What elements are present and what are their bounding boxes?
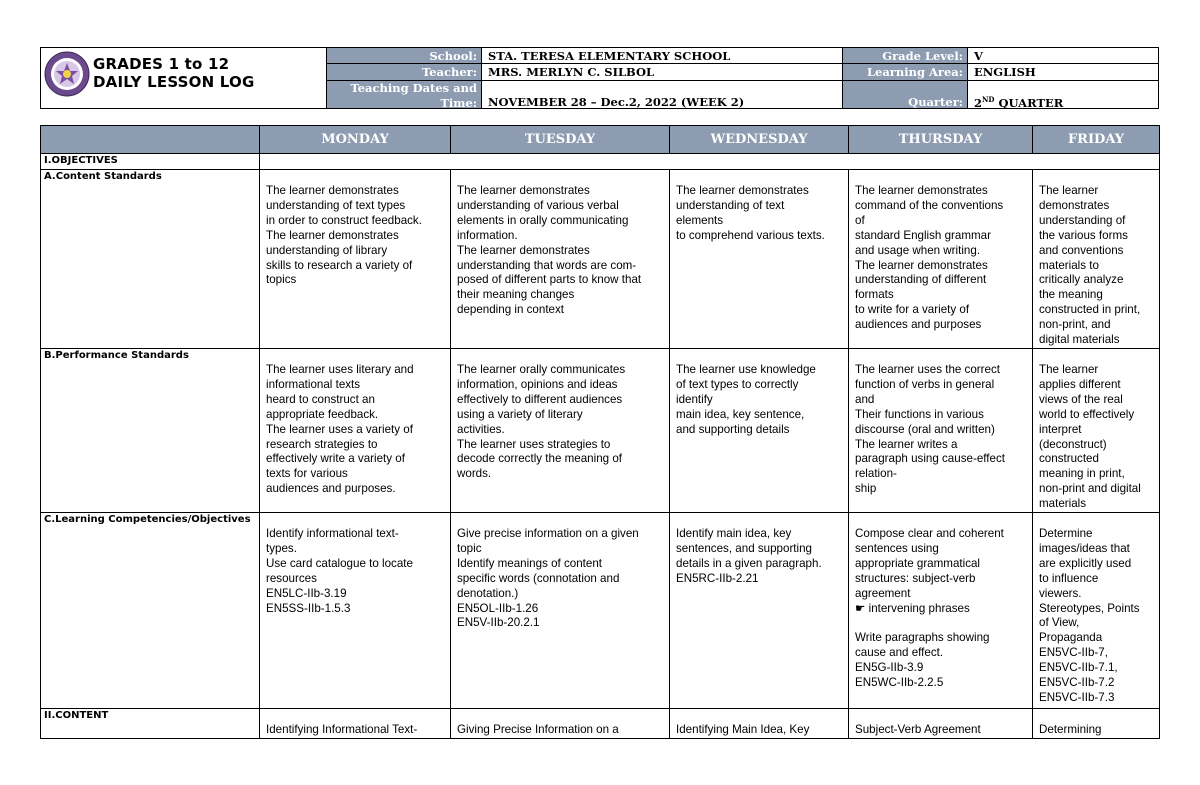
cell-line: The learner demonstrates xyxy=(676,184,809,197)
cell-line: denotation.) xyxy=(457,586,519,600)
content-standards-friday xyxy=(1033,170,1160,349)
competencies-tuesday xyxy=(451,513,670,709)
cell-line: skills to research a variety of xyxy=(266,258,413,272)
cell-line: the meaning xyxy=(1039,288,1103,302)
cell-line: of xyxy=(855,213,865,227)
cell-line: EN5VC-IIb-7.3 xyxy=(1039,691,1115,704)
cell-line: effectively to different audiences xyxy=(457,392,623,406)
title-line-2: DAILY LESSON LOG xyxy=(93,73,255,91)
cell-line: viewers. xyxy=(1039,586,1082,600)
cell-line: Determine xyxy=(1039,527,1093,541)
day-header-friday: FRIDAY xyxy=(1033,126,1160,154)
cell-line: The learner orally communicates xyxy=(457,362,626,376)
competencies-row xyxy=(41,513,1160,709)
cell-line: paragraph using cause-effect xyxy=(855,452,1005,466)
competencies-thursday xyxy=(849,513,1033,709)
performance-standards-tuesday xyxy=(451,348,670,512)
cell-line: resources xyxy=(266,571,317,585)
cell-line: meaning in print, xyxy=(1039,467,1125,481)
cell-line: texts for various xyxy=(266,467,348,481)
cell-line: Give precise information on a given xyxy=(457,527,639,541)
objectives-label: I.OBJECTIVES xyxy=(41,154,260,170)
cell-line: activities. xyxy=(457,422,505,436)
cell-line: applies different xyxy=(1039,377,1121,391)
cell-line: and conventions xyxy=(1039,243,1124,257)
cell-line: understanding of text types xyxy=(266,198,406,212)
cell-line: The learner demonstrates xyxy=(855,184,988,197)
cell-line: main idea, key sentence, xyxy=(676,407,805,421)
cell-line: topic xyxy=(457,541,482,555)
quarter-number: 2 xyxy=(974,95,983,110)
cell-line: The learner demonstrates xyxy=(457,184,590,197)
performance-standards-monday xyxy=(260,348,451,512)
cell-line: The learner xyxy=(1039,362,1099,376)
header-blank-cell xyxy=(41,126,260,154)
grade-level-label: Grade Level: xyxy=(842,47,968,64)
cell-line: cause and effect. xyxy=(855,646,944,660)
cell-line: understanding of xyxy=(1039,213,1126,227)
cell-line: depending in context xyxy=(457,303,565,317)
cell-line: EN5WC-IIb-2.2.5 xyxy=(855,676,944,690)
content-wednesday: Identifying Main Idea, Key xyxy=(670,709,849,739)
deped-seal-icon xyxy=(44,51,90,97)
cell-line: interpret xyxy=(1039,422,1082,436)
performance-standards-thursday xyxy=(849,348,1033,512)
performance-standards-wednesday xyxy=(670,348,849,512)
cell-line: EN5V-IIb-20.2.1 xyxy=(457,616,540,630)
cell-line: EN5LC-IIb-3.19 xyxy=(266,586,347,600)
cell-line: Write paragraphs showing xyxy=(855,631,990,645)
cell-line: the various forms xyxy=(1039,228,1128,242)
competencies-monday xyxy=(260,513,451,709)
quarter-suffix: ND xyxy=(982,95,995,104)
competencies-label: C.Learning Competencies/Objectives xyxy=(41,513,260,709)
cell-line: words. xyxy=(457,467,492,481)
content-friday: Determining xyxy=(1033,709,1160,739)
cell-line: Their functions in various xyxy=(855,407,984,421)
cell-line: digital materials xyxy=(1039,333,1120,347)
cell-line: understanding of different xyxy=(855,273,987,287)
content-standards-row xyxy=(41,170,1160,349)
cell-line: constructed xyxy=(1039,452,1099,466)
day-header-tuesday: TUESDAY xyxy=(451,126,670,154)
day-header-monday: MONDAY xyxy=(260,126,451,154)
cell-line: informational texts xyxy=(266,377,361,391)
grade-level-value: V xyxy=(967,47,1159,64)
cell-line: audiences and purposes. xyxy=(266,482,396,496)
teaching-dates-label xyxy=(326,80,482,109)
cell-line: structures: subject-verb xyxy=(855,571,976,585)
cell-line: agreement xyxy=(855,586,911,600)
cell-line: EN5G-IIb-3.9 xyxy=(855,661,924,675)
cell-line: understanding of text xyxy=(676,198,785,212)
cell-line: non-print, and xyxy=(1039,318,1111,332)
cell-line: Compose clear and coherent xyxy=(855,527,1004,541)
cell-line: The learner uses the correct xyxy=(855,362,1000,376)
cell-line: appropriate feedback. xyxy=(266,407,379,421)
cell-line: information, opinions and ideas xyxy=(457,377,618,391)
cell-line: using a variety of literary xyxy=(457,407,583,421)
competencies-friday xyxy=(1033,513,1160,709)
cell-line: materials to xyxy=(1039,258,1099,272)
cell-line: The learner xyxy=(1039,184,1099,197)
cell-line: Propaganda xyxy=(1039,631,1103,645)
cell-line: research strategies to xyxy=(266,437,378,451)
cell-line: The learner uses literary and xyxy=(266,362,414,376)
content-monday: Identifying Informational Text- xyxy=(260,709,451,739)
content-label: II.CONTENT xyxy=(41,709,260,739)
cell-line: EN5VC-IIb-7, xyxy=(1039,646,1108,660)
cell-line: EN5VC-IIb-7.1, xyxy=(1039,661,1118,675)
cell-line: information. xyxy=(457,228,518,242)
cell-line: materials xyxy=(1039,497,1087,511)
cell-line: effectively write a variety of xyxy=(266,452,405,466)
cell-line: understanding that words are com- xyxy=(457,258,637,272)
content-thursday: Subject-Verb Agreement xyxy=(849,709,1033,739)
day-header-wednesday: WEDNESDAY xyxy=(670,126,849,154)
cell-line: The learner uses a variety of xyxy=(266,422,413,436)
cell-line: images/ideas that xyxy=(1039,541,1130,555)
cell-line: ☛ intervening phrases xyxy=(855,601,970,615)
cell-line: The learner demonstrates xyxy=(266,228,399,242)
daily-lesson-log-table xyxy=(40,125,1160,739)
cell-line: sentences, and supporting xyxy=(676,541,813,555)
day-header-thursday: THURSDAY xyxy=(849,126,1033,154)
title-line-1: GRADES 1 to 12 xyxy=(93,55,230,73)
teacher-label: Teacher: xyxy=(326,63,482,81)
cell-line: Stereotypes, Points xyxy=(1039,601,1140,615)
teaching-dates-value: NOVEMBER 28 – Dec.2, 2022 (WEEK 2) xyxy=(481,80,843,109)
performance-standards-row xyxy=(41,348,1160,512)
teaching-dates-label-line2: Time: xyxy=(440,96,477,110)
cell-line: in order to construct feedback. xyxy=(266,213,422,227)
cell-line: elements in orally communicating xyxy=(457,213,629,227)
cell-line: (deconstruct) xyxy=(1039,437,1107,451)
learning-area-label: Learning Area: xyxy=(842,63,968,81)
school-value: STA. TERESA ELEMENTARY SCHOOL xyxy=(481,47,843,64)
content-tuesday: Giving Precise Information on a xyxy=(451,709,670,739)
cell-line: Identify main idea, key xyxy=(676,527,792,541)
cell-line: details in a given paragraph. xyxy=(676,556,822,570)
cell-line: The learner uses strategies to xyxy=(457,437,611,451)
cell-line: sentences using xyxy=(855,541,939,555)
cell-line: ship xyxy=(855,482,877,496)
cell-line: views of the real xyxy=(1039,392,1123,406)
cell-line: function of verbs in general xyxy=(855,377,995,391)
cell-line: world to effectively xyxy=(1039,407,1135,421)
cell-line: command of the conventions xyxy=(855,198,1004,212)
cell-line: identify xyxy=(676,392,713,406)
content-standards-thursday xyxy=(849,170,1033,349)
quarter-label: Quarter: xyxy=(842,80,968,109)
school-label: School: xyxy=(326,47,482,64)
cell-line: relation- xyxy=(855,467,897,481)
learning-area-value: ENGLISH xyxy=(967,63,1159,81)
cell-line: to influence xyxy=(1039,571,1099,585)
content-standards-monday xyxy=(260,170,451,349)
cell-line: The learner demonstrates xyxy=(855,258,988,272)
cell-line: Use card catalogue to locate xyxy=(266,556,413,570)
content-standards-tuesday xyxy=(451,170,670,349)
cell-line: and usage when writing. xyxy=(855,243,981,257)
cell-line: EN5VC-IIb-7.2 xyxy=(1039,676,1115,690)
objectives-blank xyxy=(260,154,1160,170)
cell-line: understanding of various verbal xyxy=(457,198,619,212)
content-row xyxy=(41,709,1160,739)
cell-line: of text types to correctly xyxy=(676,377,799,391)
cell-line: Identify meanings of content xyxy=(457,556,603,570)
cell-line xyxy=(855,616,1028,631)
cell-line: topics xyxy=(266,273,297,287)
cell-line: their meaning changes xyxy=(457,288,575,302)
teacher-value: MRS. MERLYN C. SILBOL xyxy=(481,63,843,81)
performance-standards-friday xyxy=(1033,348,1160,512)
teaching-dates-label-line1: Teaching Dates and xyxy=(350,81,477,95)
cell-line: critically analyze xyxy=(1039,273,1124,287)
cell-line: demonstrates xyxy=(1039,198,1110,212)
cell-line: posed of different parts to know that xyxy=(457,273,642,287)
competencies-wednesday xyxy=(670,513,849,709)
cell-line: The learner demonstrates xyxy=(266,184,399,197)
cell-line: of View, xyxy=(1039,616,1080,630)
cell-line: heard to construct an xyxy=(266,392,375,406)
cell-line: are explicitly used xyxy=(1039,556,1132,570)
performance-standards-label: B.Performance Standards xyxy=(41,348,260,512)
cell-line: specific words (connotation and xyxy=(457,571,620,585)
cell-line: understanding of library xyxy=(266,243,388,257)
objectives-row xyxy=(41,154,1160,170)
cell-line: types. xyxy=(266,541,297,555)
cell-line: to write for a variety of xyxy=(855,303,970,317)
cell-line: appropriate grammatical xyxy=(855,556,981,570)
content-standards-wednesday xyxy=(670,170,849,349)
cell-line: standard English grammar xyxy=(855,228,991,242)
cell-line: The learner demonstrates xyxy=(457,243,590,257)
cell-line: non-print and digital xyxy=(1039,482,1141,496)
cell-line: discourse (oral and written) xyxy=(855,422,995,436)
cell-line: The learner use knowledge xyxy=(676,362,816,376)
cell-line: EN5SS-IIb-1.5.3 xyxy=(266,601,351,615)
cell-line: audiences and purposes xyxy=(855,318,982,332)
cell-line: and supporting details xyxy=(676,422,790,436)
cell-line: constructed in print, xyxy=(1039,303,1141,317)
cell-line: to comprehend various texts. xyxy=(676,228,825,242)
cell-line: formats xyxy=(855,288,894,302)
quarter-text: QUARTER xyxy=(994,95,1064,110)
cell-line: decode correctly the meaning of xyxy=(457,452,622,466)
cell-line: The learner writes a xyxy=(855,437,958,451)
days-header-row xyxy=(41,126,1160,154)
cell-line: elements xyxy=(676,213,724,227)
content-standards-label: A.Content Standards xyxy=(41,170,260,349)
cell-line: EN5OL-IIb-1.26 xyxy=(457,601,539,615)
cell-line: and xyxy=(855,392,875,406)
cell-line: Identify informational text- xyxy=(266,527,399,541)
quarter-value xyxy=(967,80,1159,109)
cell-line: EN5RC-IIb-2.21 xyxy=(676,571,759,585)
